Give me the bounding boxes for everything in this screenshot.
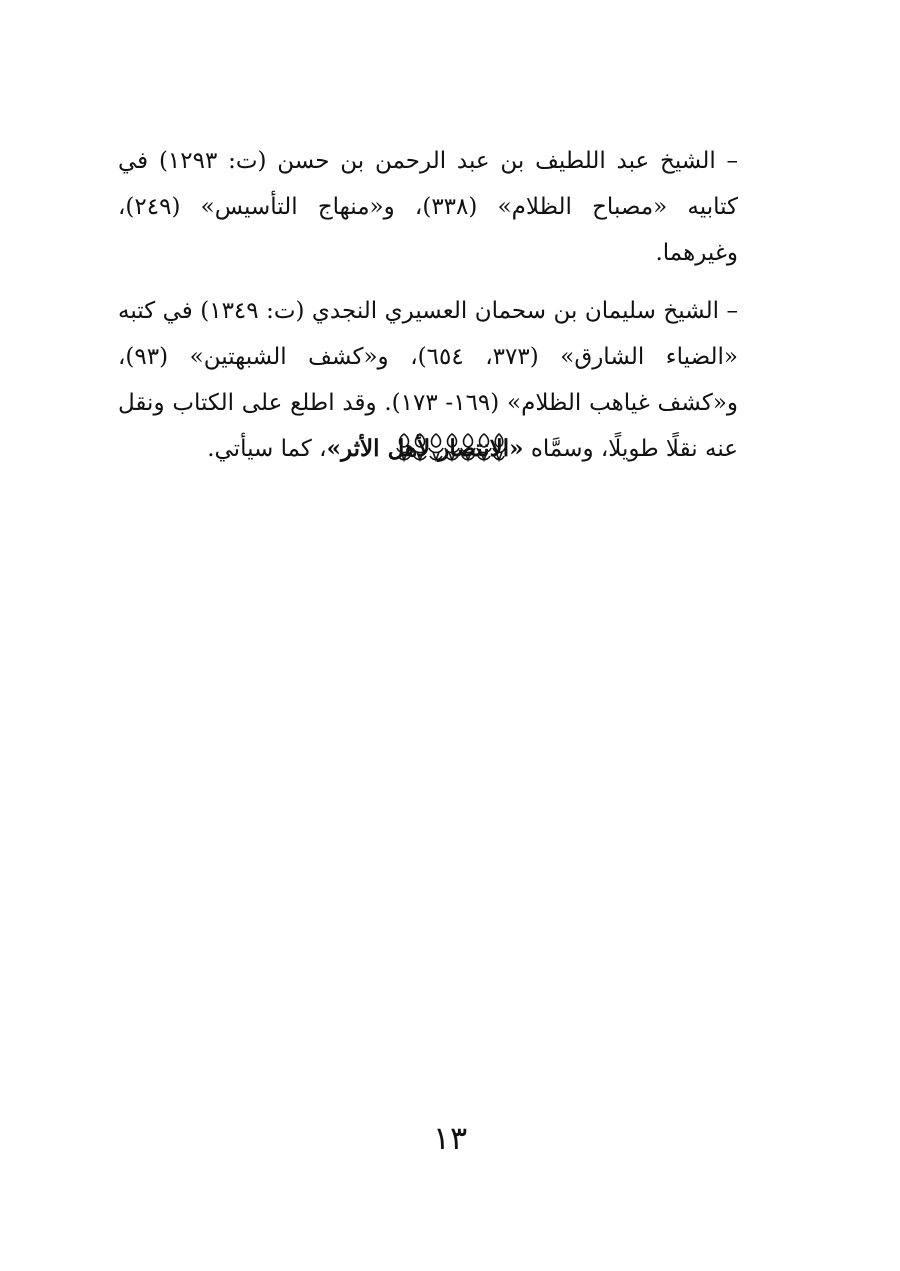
paragraph-text: – الشيخ عبد اللطيف بن عبد الرحمن بن حسن (ت: ١٢٩٣) في كتابيه «مصباح الظلام» (٣٣٨)، و«منهاج التأسيس» (٢٤٩)، وغيرهما. [118,148,738,266]
paragraph-abdullatif [118,138,738,276]
floral-divider-icon [395,430,507,464]
body-text [118,138,738,472]
paragraph-text: – الشيخ سليمان بن سحمان العسيري النجدي (ت: ١٣٤٩) في كتبه «الضياء الشارق» (٣٧٣، ٦٥٤)، و«كشف الشبهتين» (٩٣)، و«كشف غياهب الظلام» (١٦٩- ١٧٣). وقد اطلع على الكتاب ونقل عنه نقلًا طويلًا، وسمَّاه [118,298,739,462]
book-title-bold: «الانتصار لأهل الأثر» [326,435,524,462]
paragraph-text-end: ، كما سيأتي. [207,436,327,462]
page-number: ١٣ [432,1119,468,1157]
